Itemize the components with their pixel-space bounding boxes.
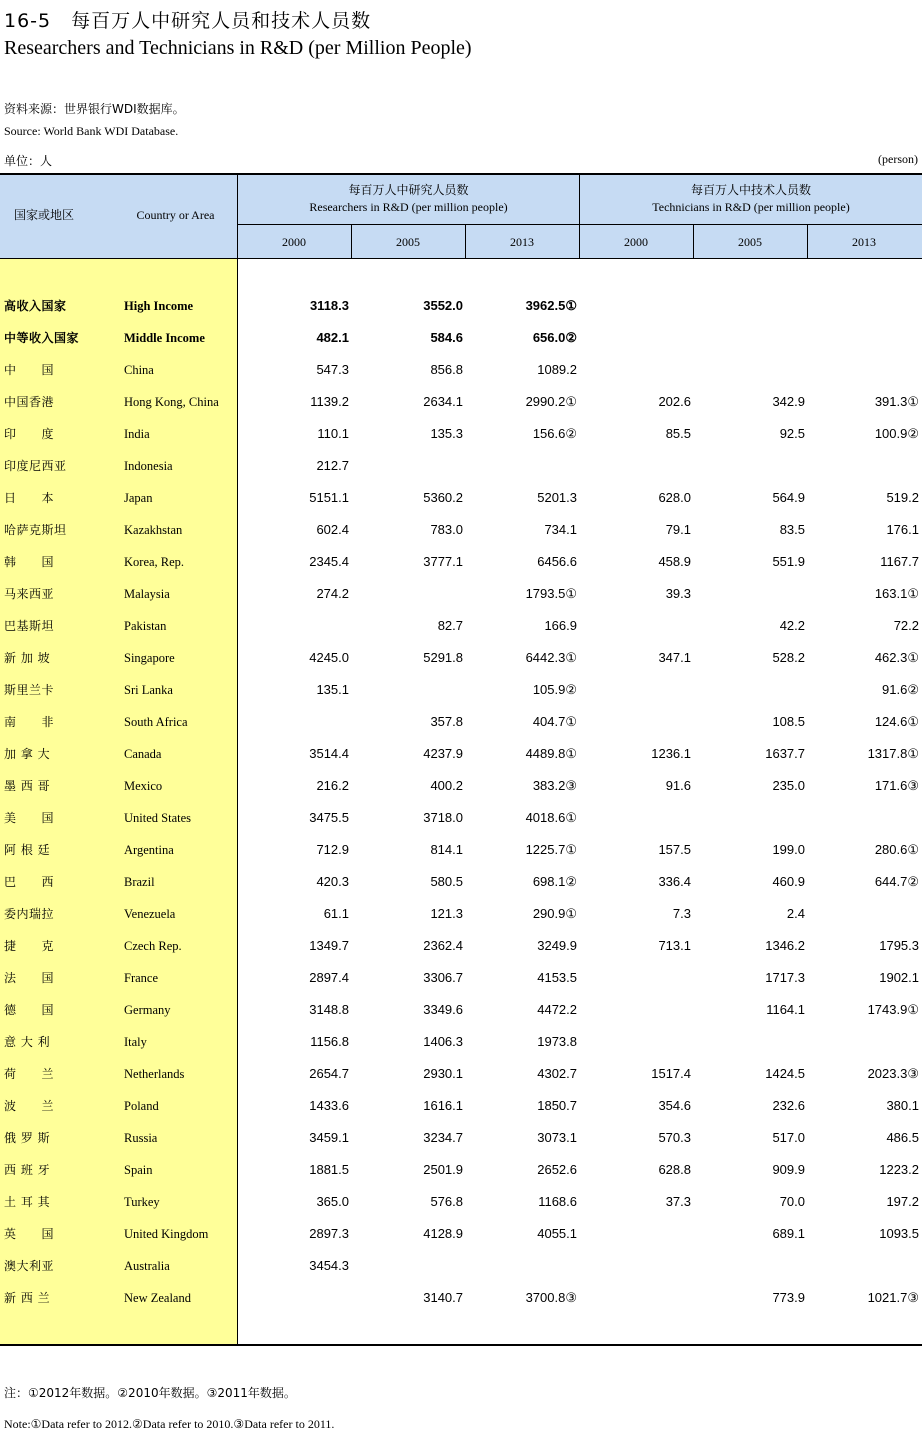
- table-row: [0, 578, 922, 610]
- row-label-chinese: 中国香港: [4, 395, 55, 409]
- table-row: [0, 770, 922, 802]
- year-header: 2000: [282, 235, 306, 249]
- year-header: 2000: [624, 235, 648, 249]
- table-cell: 3234.7: [423, 1130, 463, 1145]
- row-label-chinese: 巴 西: [4, 875, 55, 889]
- row-label-english: Pakistan: [124, 619, 167, 633]
- table-cell: 576.8: [430, 1194, 463, 1209]
- table-cell: 1973.8: [537, 1034, 577, 1049]
- table-cell: 712.9: [316, 842, 349, 857]
- table-cell: 1225.7①: [525, 842, 577, 857]
- row-label-english: Indonesia: [124, 459, 173, 473]
- row-label-chinese: 西 班 牙: [4, 1163, 51, 1177]
- table-cell: 5151.1: [309, 490, 349, 505]
- table-row: [0, 482, 922, 514]
- table-cell: 1637.7: [765, 746, 805, 761]
- table-cell: 644.7②: [874, 874, 919, 889]
- table-cell: 5201.3: [537, 490, 577, 505]
- row-label-chinese: 俄 罗 斯: [4, 1131, 51, 1145]
- table-top-rule: [0, 173, 922, 175]
- table-cell: 83.5: [779, 522, 805, 537]
- row-label-chinese: 高收入国家: [4, 299, 67, 313]
- row-label-chinese: 英 国: [4, 1227, 55, 1241]
- year-header: 2013: [510, 235, 534, 249]
- table-cell: 3148.8: [309, 1002, 349, 1017]
- table-cell: 1717.3: [765, 970, 805, 985]
- table-cell: 4245.0: [309, 650, 349, 665]
- table-cell: 79.1: [665, 522, 691, 537]
- table-cell: 105.9②: [532, 682, 577, 697]
- table-cell: 163.1①: [874, 586, 919, 601]
- table-cell: 584.6: [430, 330, 463, 345]
- table-row: [0, 322, 922, 354]
- table-cell: 197.2: [886, 1194, 919, 1209]
- unit-chinese: 单位：人: [4, 154, 53, 168]
- row-label-english: New Zealand: [124, 1291, 191, 1305]
- table-row: [0, 610, 922, 642]
- table-cell: 5291.8: [423, 650, 463, 665]
- table-cell: 734.1: [544, 522, 577, 537]
- row-label-chinese: 中等收入国家: [4, 331, 80, 345]
- row-label-english: Poland: [124, 1099, 159, 1113]
- row-label-chinese: 南 非: [4, 715, 55, 729]
- table-cell: 2654.7: [309, 1066, 349, 1081]
- table-row: [0, 354, 922, 386]
- table-cell: 61.1: [323, 906, 349, 921]
- table-cell: 91.6②: [882, 682, 919, 697]
- table-cell: 1167.7: [880, 554, 919, 569]
- source-chinese: 资料来源：世界银行WDI数据库。: [4, 102, 185, 116]
- table-cell: 2897.3: [309, 1226, 349, 1241]
- table-cell: 135.3: [430, 426, 463, 441]
- table-cell: 1164.1: [766, 1002, 805, 1017]
- row-label-english: United States: [124, 811, 192, 825]
- table-cell: 235.0: [772, 778, 805, 793]
- table-cell: 400.2: [430, 778, 463, 793]
- row-label-chinese: 法 国: [4, 971, 55, 985]
- table-cell: 124.6①: [874, 714, 919, 729]
- row-label-english: Brazil: [124, 875, 155, 889]
- row-label-english: Kazakhstan: [124, 523, 183, 537]
- table-cell: 342.9: [772, 394, 805, 409]
- researchers-header-chinese: 每百万人中研究人员数: [348, 183, 469, 197]
- table-cell: 1433.6: [309, 1098, 349, 1113]
- table-cell: 108.5: [772, 714, 805, 729]
- table-cell: 1021.7③: [867, 1290, 919, 1305]
- table-row: [0, 994, 922, 1026]
- table-cell: 628.8: [658, 1162, 691, 1177]
- table-row: [0, 834, 922, 866]
- row-label-english: France: [124, 971, 159, 985]
- table-row: [0, 1282, 922, 1314]
- table-cell: 698.1②: [532, 874, 577, 889]
- table-cell: 1517.4: [651, 1066, 691, 1081]
- table-row: [0, 1026, 922, 1058]
- row-label-chinese: 意 大 利: [4, 1035, 51, 1049]
- table-cell: 70.0: [779, 1194, 805, 1209]
- row-label-english: High Income: [124, 299, 194, 313]
- table-row: [0, 802, 922, 834]
- technicians-header-english: Technicians in R&D (per million people): [652, 200, 850, 214]
- row-label-chinese: 韩 国: [4, 555, 55, 569]
- table-cell: 528.2: [772, 650, 805, 665]
- table-cell: 517.0: [772, 1130, 805, 1145]
- table-row: [0, 1218, 922, 1250]
- table-cell: 171.6③: [874, 778, 919, 793]
- table-cell: 4237.9: [423, 746, 463, 761]
- row-label-english: Hong Kong, China: [124, 395, 219, 409]
- table-row: [0, 418, 922, 450]
- table-cell: 357.8: [430, 714, 463, 729]
- table-cell: 3552.0: [423, 298, 463, 313]
- year-header: 2005: [738, 235, 762, 249]
- table-cell: 3306.7: [423, 970, 463, 985]
- table-cell: 85.5: [665, 426, 691, 441]
- table-cell: 1349.7: [309, 938, 349, 953]
- table-cell: 212.7: [316, 458, 349, 473]
- table-cell: 656.0②: [532, 330, 577, 345]
- table-row: [0, 1058, 922, 1090]
- table-cell: 347.1: [658, 650, 691, 665]
- data-table: [0, 173, 922, 1346]
- stub-header-english: Country or Area: [136, 208, 215, 222]
- table-cell: 6456.6: [537, 554, 577, 569]
- table-cell: 72.2: [893, 618, 919, 633]
- table-cell: 1424.5: [765, 1066, 805, 1081]
- table-cell: 1236.1: [651, 746, 691, 761]
- row-label-chinese: 巴基斯坦: [4, 619, 55, 633]
- row-label-english: Spain: [124, 1163, 153, 1177]
- table-row: [0, 1250, 922, 1282]
- researchers-header-english: Researchers in R&D (per million people): [309, 200, 508, 214]
- table-cell: 628.0: [658, 490, 691, 505]
- table-cell: 2.4: [786, 906, 805, 921]
- table-cell: 2990.2①: [525, 394, 577, 409]
- table-cell: 100.9②: [874, 426, 919, 441]
- table-cell: 1743.9①: [867, 1002, 919, 1017]
- table-cell: 4489.8①: [525, 746, 577, 761]
- table-row: [0, 514, 922, 546]
- table-cell: 176.1: [886, 522, 919, 537]
- table-cell: 3459.1: [309, 1130, 349, 1145]
- table-bottom-rule: [0, 1344, 922, 1346]
- row-label-english: United Kingdom: [124, 1227, 209, 1241]
- table-cell: 3118.3: [309, 298, 349, 313]
- table-cell: 602.4: [316, 522, 349, 537]
- table-row: [0, 706, 922, 738]
- table-row: [0, 1186, 922, 1218]
- table-cell: 110.1: [317, 426, 349, 441]
- table-cell: 404.7①: [532, 714, 577, 729]
- row-label-english: Singapore: [124, 651, 175, 665]
- table-cell: 5360.2: [423, 490, 463, 505]
- table-cell: 4128.9: [423, 1226, 463, 1241]
- table-cell: 3514.4: [309, 746, 349, 761]
- table-cell: 3962.5①: [525, 298, 577, 313]
- table-cell: 1317.8①: [867, 746, 919, 761]
- table-row: [0, 290, 922, 322]
- row-label-english: South Africa: [124, 715, 188, 729]
- table-cell: 3454.3: [309, 1258, 349, 1273]
- table-cell: 202.6: [658, 394, 691, 409]
- row-label-chinese: 中 国: [4, 363, 55, 377]
- table-cell: 1168.6: [538, 1194, 577, 1209]
- table-cell: 547.3: [316, 362, 349, 377]
- table-cell: 1139.2: [310, 394, 349, 409]
- table-cell: 135.1: [316, 682, 349, 697]
- table-cell: 290.9①: [532, 906, 577, 921]
- row-label-english: Czech Rep.: [124, 939, 182, 953]
- table-cell: 3475.5: [309, 810, 349, 825]
- row-label-english: Middle Income: [124, 331, 205, 345]
- table-cell: 4153.5: [537, 970, 577, 985]
- table-cell: 157.5: [658, 842, 691, 857]
- title-english: Researchers and Technicians in R&D (per Million People): [4, 37, 472, 59]
- table-cell: 92.5: [779, 426, 805, 441]
- table-cell: 460.9: [772, 874, 805, 889]
- table-cell: 458.9: [658, 554, 691, 569]
- row-label-chinese: 委内瑞拉: [4, 907, 55, 921]
- table-cell: 1881.5: [309, 1162, 349, 1177]
- row-label-english: India: [124, 427, 150, 441]
- table-row: [0, 866, 922, 898]
- unit-english: (person): [878, 152, 918, 166]
- row-label-chinese: 马来西亚: [4, 587, 55, 601]
- table-row: [0, 898, 922, 930]
- row-label-english: Netherlands: [124, 1067, 185, 1081]
- table-cell: 280.6①: [874, 842, 919, 857]
- row-label-english: Venezuela: [124, 907, 176, 921]
- table-cell: 856.8: [430, 362, 463, 377]
- table-cell: 391.3①: [874, 394, 919, 409]
- row-label-english: Argentina: [124, 843, 174, 857]
- table-cell: 486.5: [886, 1130, 919, 1145]
- table-cell: 199.0: [772, 842, 805, 857]
- table-cell: 783.0: [430, 522, 463, 537]
- table-cell: 380.1: [886, 1098, 919, 1113]
- technicians-header-chinese: 每百万人中技术人员数: [690, 183, 811, 197]
- row-label-chinese: 哈萨克斯坦: [4, 523, 67, 537]
- footnote-chinese: 注：①2012年数据。②2010年数据。③2011年数据。: [4, 1386, 296, 1400]
- table-cell: 1795.3: [879, 938, 919, 953]
- table-row: [0, 738, 922, 770]
- table-cell: 3777.1: [423, 554, 463, 569]
- table-cell: 909.9: [772, 1162, 805, 1177]
- table-cell: 2634.1: [423, 394, 463, 409]
- row-label-chinese: 德 国: [4, 1003, 55, 1017]
- table-cell: 1223.2: [879, 1162, 919, 1177]
- table-row: [0, 674, 922, 706]
- table-row: [0, 962, 922, 994]
- row-label-english: China: [124, 363, 154, 377]
- table-cell: 3700.8③: [525, 1290, 577, 1305]
- row-label-chinese: 荷 兰: [4, 1067, 55, 1081]
- table-row: [0, 546, 922, 578]
- row-label-chinese: 捷 克: [4, 939, 55, 953]
- table-cell: 689.1: [772, 1226, 805, 1241]
- table-cell: 336.4: [658, 874, 691, 889]
- table-cell: 1089.2: [537, 362, 577, 377]
- footnote-english: Note:①Data refer to 2012.②Data refer to 2010.③Data refer to 2011.: [4, 1417, 335, 1431]
- table-cell: 462.3①: [874, 650, 919, 665]
- table-cell: 42.2: [779, 618, 805, 633]
- table-cell: 3349.6: [423, 1002, 463, 1017]
- row-label-chinese: 新 加 坡: [4, 651, 51, 665]
- row-label-chinese: 土 耳 其: [4, 1195, 51, 1209]
- row-label-english: Sri Lanka: [124, 683, 173, 697]
- row-label-chinese: 印 度: [4, 427, 55, 441]
- row-label-chinese: 澳大利亚: [4, 1259, 55, 1273]
- row-label-english: Japan: [124, 491, 153, 505]
- row-label-chinese: 印度尼西亚: [4, 459, 67, 473]
- table-cell: 2897.4: [309, 970, 349, 985]
- table-row: [0, 1090, 922, 1122]
- table-cell: 2652.6: [537, 1162, 577, 1177]
- table-cell: 570.3: [658, 1130, 691, 1145]
- table-row: [0, 1122, 922, 1154]
- row-label-chinese: 斯里兰卡: [4, 683, 55, 697]
- table-row: [0, 1154, 922, 1186]
- table-cell: 713.1: [658, 938, 691, 953]
- table-cell: 7.3: [672, 906, 691, 921]
- header-bottom-rule: [0, 258, 922, 259]
- table-cell: 420.3: [316, 874, 349, 889]
- table-cell: 354.6: [658, 1098, 691, 1113]
- row-label-english: Canada: [124, 747, 162, 761]
- table-cell: 4472.2: [537, 1002, 577, 1017]
- stub-header-chinese: 国家或地区: [14, 208, 75, 222]
- row-label-chinese: 墨 西 哥: [4, 779, 51, 793]
- table-cell: 580.5: [430, 874, 463, 889]
- table-cell: 773.9: [772, 1290, 805, 1305]
- table-cell: 216.2: [316, 778, 349, 793]
- table-cell: 1156.8: [310, 1034, 349, 1049]
- table-cell: 37.3: [665, 1194, 691, 1209]
- table-cell: 1616.1: [423, 1098, 463, 1113]
- table-cell: 1902.1: [879, 970, 919, 985]
- source-english: Source: World Bank WDI Database.: [4, 124, 179, 138]
- row-label-chinese: 美 国: [4, 811, 55, 825]
- row-label-english: Mexico: [124, 779, 163, 793]
- table-cell: 2345.4: [309, 554, 349, 569]
- table-row: [0, 386, 922, 418]
- table-cell: 121.3: [430, 906, 463, 921]
- table-row: [0, 930, 922, 962]
- table-cell: 3073.1: [537, 1130, 577, 1145]
- table-cell: 551.9: [772, 554, 805, 569]
- table-cell: 274.2: [316, 586, 349, 601]
- row-label-english: Korea, Rep.: [124, 555, 185, 569]
- table-cell: 6442.3①: [525, 650, 577, 665]
- table-cell: 383.2③: [532, 778, 577, 793]
- table-cell: 2930.1: [423, 1066, 463, 1081]
- table-row: [0, 450, 922, 482]
- row-label-chinese: 波 兰: [4, 1099, 55, 1113]
- table-cell: 519.2: [886, 490, 919, 505]
- table-cell: 4055.1: [537, 1226, 577, 1241]
- table-cell: 232.6: [772, 1098, 805, 1113]
- year-header: 2005: [396, 235, 420, 249]
- row-label-chinese: 新 西 兰: [4, 1291, 51, 1305]
- table-cell: 156.6②: [532, 426, 577, 441]
- table-row: [0, 642, 922, 674]
- table-cell: 4302.7: [537, 1066, 577, 1081]
- table-cell: 1850.7: [537, 1098, 577, 1113]
- table-cell: 814.1: [430, 842, 463, 857]
- row-label-english: Turkey: [124, 1195, 160, 1209]
- row-label-english: Russia: [124, 1131, 158, 1145]
- table-cell: 82.7: [437, 618, 463, 633]
- table-cell: 91.6: [665, 778, 691, 793]
- row-label-chinese: 加 拿 大: [4, 747, 51, 761]
- table-cell: 2023.3③: [867, 1066, 919, 1081]
- table-cell: 3140.7: [423, 1290, 463, 1305]
- table-cell: 4018.6①: [525, 810, 577, 825]
- table-cell: 2362.4: [423, 938, 463, 953]
- table-cell: 1093.5: [879, 1226, 919, 1241]
- table-cell: 3718.0: [423, 810, 463, 825]
- row-label-english: Australia: [124, 1259, 170, 1273]
- table-cell: 39.3: [665, 586, 691, 601]
- row-label-english: Italy: [124, 1035, 147, 1049]
- table-cell: 3249.9: [537, 938, 577, 953]
- title-chinese: 16-5 每百万人中研究人员和技术人员数: [4, 10, 372, 32]
- table-cell: 1346.2: [765, 938, 805, 953]
- year-header: 2013: [852, 235, 876, 249]
- table-cell: 1793.5①: [525, 586, 577, 601]
- row-label-chinese: 阿 根 廷: [4, 843, 51, 857]
- table-cell: 1406.3: [423, 1034, 463, 1049]
- row-label-chinese: 日 本: [4, 491, 55, 505]
- table-cell: 482.1: [316, 330, 349, 345]
- row-label-english: Malaysia: [124, 587, 170, 601]
- table-cell: 564.9: [772, 490, 805, 505]
- table-cell: 2501.9: [423, 1162, 463, 1177]
- table-cell: 166.9: [544, 618, 577, 633]
- row-label-english: Germany: [124, 1003, 171, 1017]
- table-cell: 365.0: [316, 1194, 349, 1209]
